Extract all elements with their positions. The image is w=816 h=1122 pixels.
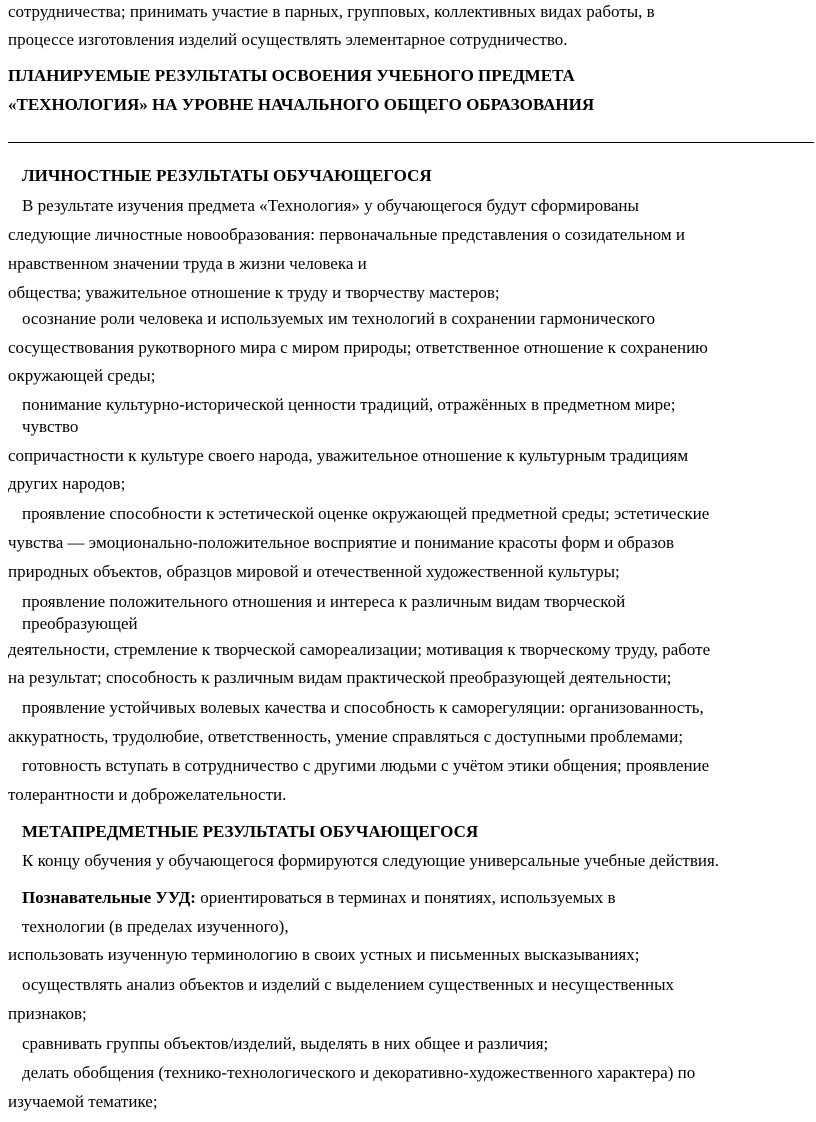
cognitive-label: Познавательные УУД: xyxy=(22,888,196,907)
intro-line: сотрудничества; принимать участие в парных, групповых, коллективных видах работы, в xyxy=(8,2,655,21)
paragraph-line: общества; уважительное отношение к труду и творчеству мастеров; xyxy=(8,283,500,302)
paragraph-line: осуществлять анализ объектов и изделий с выделением существенных и несущественных xyxy=(22,975,675,994)
paragraph-line: изучаемой тематике; xyxy=(8,1092,158,1111)
paragraph-line: преобразующей xyxy=(22,614,138,633)
paragraph-line: окружающей среды; xyxy=(8,366,156,385)
paragraph-line: делать обобщения (технико-технологического и декоративно-художественного характера) по xyxy=(22,1063,696,1082)
cognitive-text: ориентироваться в терминах и понятиях, используемых в xyxy=(195,888,616,907)
paragraph-line: В результате изучения предмета «Технология» у обучающегося будут сформированы xyxy=(22,196,639,215)
paragraph-line: сравнивать группы объектов/изделий, выделять в них общее и различия; xyxy=(22,1034,549,1053)
paragraph-line: осознание роли человека и используемых им технологий в сохранении гармонического xyxy=(22,309,655,328)
paragraph-line: технологии (в пределах изученного), xyxy=(22,917,289,936)
paragraph-line: следующие личностные новообразования: первоначальные представления о созидательном и xyxy=(8,225,685,244)
meta-intro: К концу обучения у обучающегося формируются следующие универсальные учебные действия. xyxy=(22,851,720,870)
paragraph-line: чувства — эмоционально-положительное восприятие и понимание красоты форм и образов xyxy=(8,533,674,552)
section-divider xyxy=(8,142,814,143)
paragraph-line: использовать изученную терминологию в своих устных и письменных высказываниях; xyxy=(8,945,640,964)
paragraph-line: деятельности, стремление к творческой самореализации; мотивация к творческому труду, работе xyxy=(8,640,711,659)
paragraph-line: чувство xyxy=(22,417,79,436)
main-title-line: ПЛАНИРУЕМЫЕ РЕЗУЛЬТАТЫ ОСВОЕНИЯ УЧЕБНОГО ПРЕДМЕТА xyxy=(8,66,575,85)
main-title-line: «ТЕХНОЛОГИЯ» НА УРОВНЕ НАЧАЛЬНОГО ОБЩЕГО ОБРАЗОВАНИЯ xyxy=(8,95,595,114)
paragraph-line: проявление устойчивых волевых качества и способность к саморегуляции: организованность, xyxy=(22,698,704,717)
paragraph-line: на результат; способность к различным видам практической преобразующей деятельности; xyxy=(8,668,672,687)
paragraph-line: признаков; xyxy=(8,1004,87,1023)
paragraph-line: сосуществования рукотворного мира с миром природы; ответственное отношение к сохранению xyxy=(8,338,708,357)
paragraph-line: других народов; xyxy=(8,474,126,493)
paragraph-line: природных объектов, образцов мировой и отечественной художественной культуры; xyxy=(8,562,620,581)
paragraph-line: проявление положительного отношения и интереса к различным видам творческой xyxy=(22,592,626,611)
paragraph-line: сопричастности к культуре своего народа, уважительное отношение к культурным традициям xyxy=(8,446,689,465)
cognitive-line xyxy=(22,888,616,908)
paragraph-line: нравственном значении труда в жизни человека и xyxy=(8,254,367,273)
meta-results-heading: МЕТАПРЕДМЕТНЫЕ РЕЗУЛЬТАТЫ ОБУЧАЮЩЕГОСЯ xyxy=(22,822,479,841)
paragraph-line: толерантности и доброжелательности. xyxy=(8,785,287,804)
paragraph-line: понимание культурно-исторической ценности традиций, отражённых в предметном мире; xyxy=(22,395,676,414)
personal-results-heading: ЛИЧНОСТНЫЕ РЕЗУЛЬТАТЫ ОБУЧАЮЩЕГОСЯ xyxy=(22,166,432,185)
paragraph-line: проявление способности к эстетической оценке окружающей предметной среды; эстетические xyxy=(22,504,710,523)
paragraph-line: аккуратность, трудолюбие, ответственность, умение справляться с доступными проблемами; xyxy=(8,727,684,746)
intro-line: процессе изготовления изделий осуществлять элементарное сотрудничество. xyxy=(8,30,568,49)
paragraph-line: готовность вступать в сотрудничество с другими людьми с учётом этики общения; проявление xyxy=(22,756,710,775)
